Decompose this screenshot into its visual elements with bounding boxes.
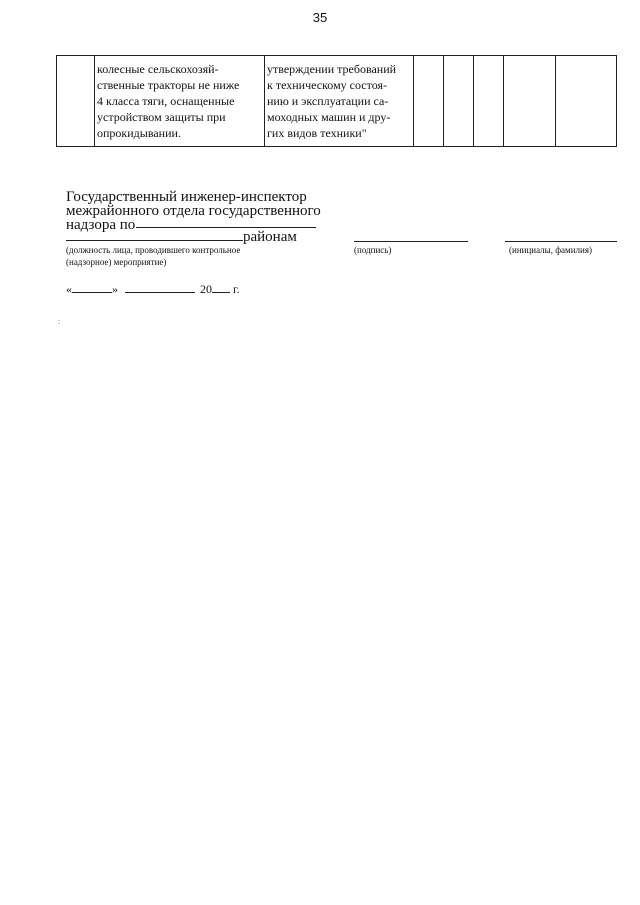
date-close-quote: » xyxy=(112,282,118,296)
position-blank xyxy=(66,240,243,241)
table-cell xyxy=(414,56,444,147)
year-prefix: 20 xyxy=(200,282,212,296)
signature-blank xyxy=(354,229,468,242)
table-cell xyxy=(444,56,474,147)
name-blank xyxy=(505,229,617,242)
signature-block xyxy=(66,190,321,232)
table-cell-requirements: утверждении требований к техническому состоя- нию и эксплуатации са- моходных машин и дру- гих видов техники" xyxy=(265,56,414,147)
signature-caption: (подпись) xyxy=(354,245,392,255)
name-caption: (инициалы, фамилия) xyxy=(509,245,592,255)
document-table xyxy=(56,55,617,147)
table-cell xyxy=(556,56,617,147)
page-number: 35 xyxy=(312,10,328,25)
districts-word: районам xyxy=(243,229,297,245)
month-blank xyxy=(125,292,195,293)
table-row xyxy=(57,56,617,147)
year-blank xyxy=(212,292,230,293)
year-suffix: г. xyxy=(233,282,240,296)
table-cell xyxy=(504,56,556,147)
day-blank xyxy=(72,292,112,293)
date-open-quote: « xyxy=(66,282,72,296)
district-blank xyxy=(136,227,316,228)
inspector-title: Государственный инженер-инспектор межрайонного отдела государственного надзора по xyxy=(66,189,321,233)
table-cell-number xyxy=(57,56,95,147)
table-cell-equipment: колесные сельскохозяй- ственные тракторы не ниже 4 класса тяги, оснащенные устройством защиты при опрокидывании. xyxy=(95,56,265,147)
date-line xyxy=(66,282,240,297)
margin-mark: : xyxy=(58,317,61,326)
table-cell xyxy=(474,56,504,147)
position-caption: (должность лица, проводившего контрольное (надзорное) мероприятие) xyxy=(66,245,241,267)
